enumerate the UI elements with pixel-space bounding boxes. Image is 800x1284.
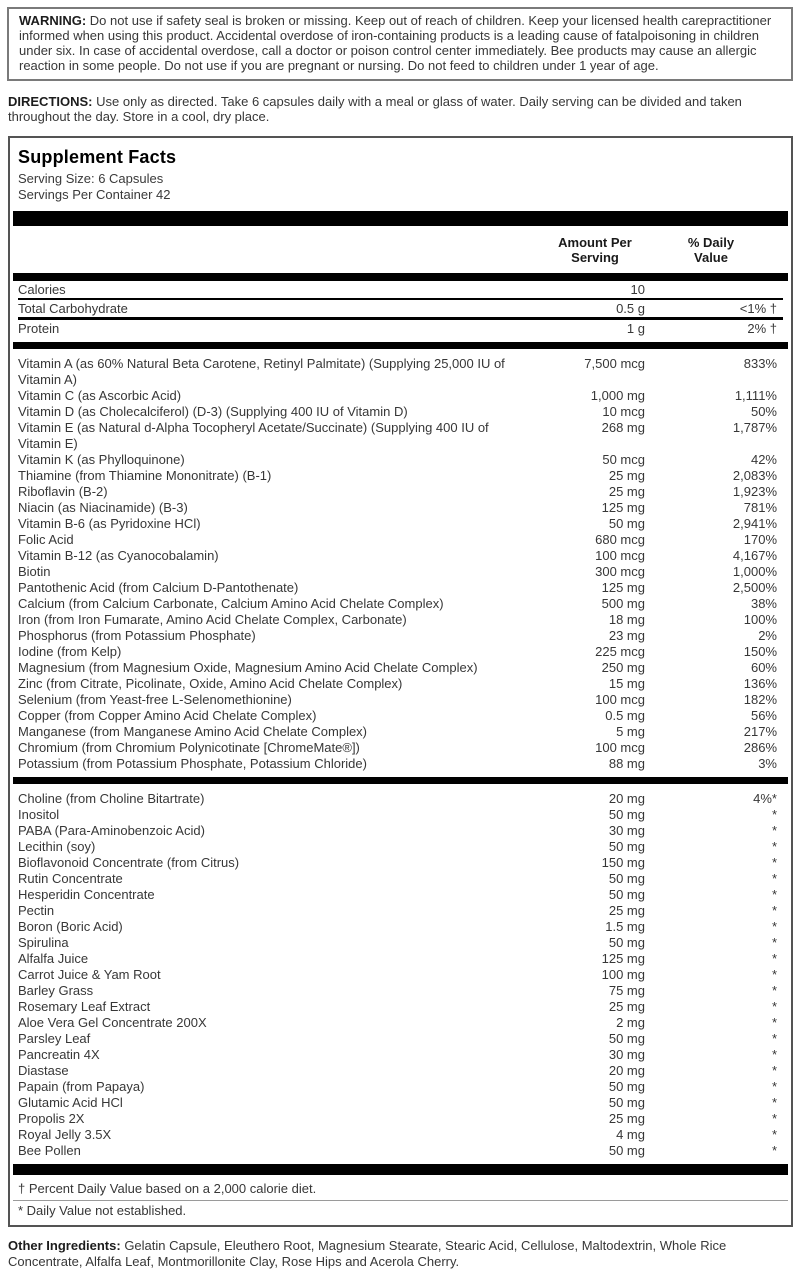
nutrient-amount: 150 mg: [601, 855, 645, 870]
nutrient-name: Protein: [18, 321, 60, 336]
nutrient-amount: 50 mg: [608, 516, 645, 531]
nutrient-amount: 268 mg: [601, 420, 645, 435]
nutrient-name: Propolis 2X: [18, 1111, 85, 1126]
nutrient-dv: 100%: [743, 612, 777, 627]
nutrient-amount: 50 mg: [608, 871, 645, 886]
nutrient-name: Choline (from Choline Bitartrate): [18, 791, 205, 806]
nutrient-name: Carrot Juice & Yam Root: [18, 967, 161, 982]
nutrient-dv: 38%: [750, 596, 777, 611]
table-row: [18, 596, 783, 612]
other-ingredients-label: Other Ingredients:: [8, 1238, 121, 1253]
warning-text: Do not use if safety seal is broken or missing. Keep out of reach of children. Keep your licensed health carepractitioner informed when using this product. Accidental overdose of iron-containing products is a leading cause of fatalpoisoning in children under six. In case of accidental overdose, call a doctor or poison control center immediately. Bee products may cause an allergic reaction in some people. Do not use if you are pregnant or nursing. Do not feed to children under 1 year of age.: [19, 13, 772, 73]
nutrient-dv: 182%: [743, 692, 777, 707]
supplement-facts-panel: [8, 136, 793, 1227]
nutrient-dv: *: [771, 871, 777, 886]
table-row: [18, 1143, 783, 1159]
nutrient-name: Phosphorus (from Potassium Phosphate): [18, 628, 256, 643]
nutrient-name: Bioflavonoid Concentrate (from Citrus): [18, 855, 240, 870]
bottom-divider: [13, 1164, 788, 1175]
nutrient-name: Rosemary Leaf Extract: [18, 999, 151, 1014]
nutrient-amount: 100 mcg: [595, 740, 645, 755]
footnote-asterisk: * Daily Value not established.: [18, 1203, 187, 1218]
nutrient-dv: *: [771, 903, 777, 918]
nutrient-dv: 286%: [743, 740, 777, 755]
nutrient-amount: 50 mcg: [602, 452, 645, 467]
nutrient-amount: 50 mg: [608, 1079, 645, 1094]
nutrient-amount: 50 mg: [608, 935, 645, 950]
nutrient-name: Pantothenic Acid (from Calcium D-Pantothenate): [18, 580, 299, 595]
table-row: [18, 756, 783, 772]
table-row: [18, 839, 783, 855]
nutrient-amount: 100 mcg: [595, 548, 645, 563]
nutrient-amount: 50 mg: [608, 1031, 645, 1046]
table-row: [18, 676, 783, 692]
directions-text: Use only as directed. Take 6 capsules daily with a meal or glass of water. Daily serving can be divided and taken throughout the day. Store in a cool, dry place.: [8, 94, 742, 124]
header-divider: [13, 273, 788, 281]
nutrient-amount: 50 mg: [608, 887, 645, 902]
nutrient-name: Chromium (from Chromium Polynicotinate [ChromeMate®]): [18, 740, 360, 755]
nutrient-dv: 2,083%: [732, 468, 777, 483]
nutrient-amount: 20 mg: [608, 1063, 645, 1078]
nutrient-name: Inositol: [18, 807, 60, 822]
nutrient-name: Pancreatin 4X: [18, 1047, 100, 1062]
nutrient-amount: 75 mg: [608, 983, 645, 998]
nutrient-name: Potassium (from Potassium Phosphate, Potassium Chloride): [18, 756, 367, 771]
nutrient-dv: 833%: [743, 356, 777, 371]
other-nutrients-section: [18, 791, 783, 1159]
nutrient-dv: *: [771, 1047, 777, 1062]
other-ingredients-paragraph: [8, 1238, 772, 1270]
nutrient-name: Lecithin (soy): [18, 839, 96, 854]
table-row: [18, 516, 783, 532]
serving-size: Serving Size: 6 Capsules: [18, 171, 164, 186]
nutrient-dv: *: [771, 919, 777, 934]
table-row: [18, 1095, 783, 1111]
table-row: [18, 1127, 783, 1143]
nutrient-name: Barley Grass: [18, 983, 94, 998]
vitamin-mineral-section: [18, 356, 783, 772]
section-divider-2: [13, 777, 788, 784]
nutrient-dv: *: [771, 967, 777, 982]
panel-title: Supplement Facts: [18, 147, 177, 167]
macro-rows-section: [18, 281, 783, 337]
nutrient-name: Biotin: [18, 564, 51, 579]
nutrient-dv: <1% †: [739, 301, 777, 316]
nutrient-dv: *: [771, 855, 777, 870]
nutrient-name: Vitamin B-6 (as Pyridoxine HCl): [18, 516, 201, 531]
nutrient-amount: 1 g: [626, 321, 645, 336]
table-row: [18, 644, 783, 660]
table-row: [18, 452, 783, 468]
nutrient-amount: 250 mg: [601, 660, 645, 675]
nutrient-dv: *: [771, 1095, 777, 1110]
nutrient-amount: 680 mcg: [595, 532, 645, 547]
nutrient-dv: 4%*: [753, 791, 777, 806]
nutrient-name: Hesperidin Concentrate: [18, 887, 155, 902]
table-row: [18, 724, 783, 740]
nutrient-dv: *: [771, 935, 777, 950]
table-header-row: [18, 226, 783, 273]
nutrient-amount: 100 mcg: [595, 692, 645, 707]
nutrient-name: Aloe Vera Gel Concentrate 200X: [18, 1015, 207, 1030]
nutrient-dv: 2%: [758, 628, 777, 643]
table-row: [18, 1111, 783, 1127]
nutrient-name: Alfalfa Juice: [18, 951, 89, 966]
nutrient-name: Vitamin B-12 (as Cyanocobalamin): [18, 548, 219, 563]
nutrient-amount: 100 mg: [601, 967, 645, 982]
nutrient-amount: 5 mg: [616, 724, 645, 739]
nutrient-amount: 2 mg: [616, 1015, 645, 1030]
nutrient-amount: 10: [630, 282, 645, 297]
nutrient-name: PABA (Para-Aminobenzoic Acid): [18, 823, 205, 838]
table-row: [18, 823, 783, 839]
table-row: [18, 404, 783, 420]
nutrient-amount: 50 mg: [608, 1143, 645, 1158]
thick-divider-top: [13, 211, 788, 226]
nutrient-dv: *: [771, 839, 777, 854]
nutrient-name: Copper (from Copper Amino Acid Chelate Complex): [18, 708, 317, 723]
nutrient-amount: 25 mg: [608, 484, 645, 499]
nutrient-name: Iron (from Iron Fumarate, Amino Acid Chelate Complex, Carbonate): [18, 612, 407, 627]
nutrient-amount: 23 mg: [608, 628, 645, 643]
table-row: [18, 468, 783, 484]
nutrient-dv: 781%: [743, 500, 777, 515]
nutrient-dv: *: [771, 1063, 777, 1078]
table-row: [18, 532, 783, 548]
nutrient-name: Thiamine (from Thiamine Mononitrate) (B-1): [18, 468, 272, 483]
nutrient-amount: 1.5 mg: [605, 919, 645, 934]
nutrient-name: Vitamin C (as Ascorbic Acid): [18, 388, 182, 403]
table-row: [18, 1031, 783, 1047]
nutrient-name: Iodine (from Kelp): [18, 644, 122, 659]
table-row: [18, 388, 783, 404]
directions-paragraph: [8, 94, 790, 124]
nutrient-name: Royal Jelly 3.5X: [18, 1127, 112, 1142]
nutrient-dv: *: [771, 887, 777, 902]
nutrient-amount: 300 mcg: [595, 564, 645, 579]
nutrient-name: Rutin Concentrate: [18, 871, 123, 886]
nutrient-dv: *: [771, 1079, 777, 1094]
nutrient-dv: 60%: [750, 660, 777, 675]
table-row: [18, 612, 783, 628]
table-row: [18, 420, 783, 452]
warning-paragraph: [19, 13, 781, 73]
nutrient-dv: 4,167%: [732, 548, 777, 563]
nutrient-amount: 25 mg: [608, 1111, 645, 1126]
table-row: [18, 951, 783, 967]
nutrient-name: Glutamic Acid HCl: [18, 1095, 123, 1110]
nutrient-name: Vitamin E (as Natural d-Alpha Tocopheryl Acetate/Succinate) (Supplying 400 IU of Vitamin E): [18, 420, 489, 451]
nutrient-amount: 4 mg: [616, 1127, 645, 1142]
nutrient-amount: 0.5 g: [616, 301, 645, 316]
nutrient-name: Pectin: [18, 903, 55, 918]
nutrient-dv: 217%: [743, 724, 777, 739]
nutrient-amount: 500 mg: [601, 596, 645, 611]
nutrient-dv: 136%: [743, 676, 777, 691]
table-row: [18, 983, 783, 999]
table-row: [18, 660, 783, 676]
table-row: [18, 807, 783, 823]
footnote-dagger: † Percent Daily Value based on a 2,000 calorie diet.: [13, 1181, 788, 1201]
table-row: [18, 281, 783, 300]
nutrient-dv: *: [771, 1111, 777, 1126]
nutrient-amount: 125 mg: [601, 580, 645, 595]
table-row: [18, 871, 783, 887]
nutrient-dv: *: [771, 983, 777, 998]
nutrient-name: Vitamin A (as 60% Natural Beta Carotene, Retinyl Palmitate) (Supplying 25,000 IU of Vitamin A): [18, 356, 505, 387]
amount-column-header: Amount Per Serving: [558, 235, 632, 265]
nutrient-amount: 10 mcg: [602, 404, 645, 419]
nutrient-name: Zinc (from Citrate, Picolinate, Oxide, Amino Acid Chelate Complex): [18, 676, 403, 691]
table-row: [18, 580, 783, 596]
nutrient-name: Magnesium (from Magnesium Oxide, Magnesium Amino Acid Chelate Complex): [18, 660, 478, 675]
nutrient-amount: 25 mg: [608, 999, 645, 1014]
nutrient-amount: 20 mg: [608, 791, 645, 806]
nutrient-amount: 50 mg: [608, 1095, 645, 1110]
nutrient-name: Calcium (from Calcium Carbonate, Calcium Amino Acid Chelate Complex): [18, 596, 444, 611]
table-row: [18, 919, 783, 935]
nutrient-amount: 18 mg: [608, 612, 645, 627]
nutrient-dv: *: [771, 1031, 777, 1046]
dv-column-header: % Daily Value: [687, 235, 735, 265]
servings-per-container: Servings Per Container 42: [18, 187, 171, 202]
table-row: [18, 564, 783, 580]
warning-label: WARNING:: [19, 13, 87, 28]
nutrient-amount: 25 mg: [608, 468, 645, 483]
nutrient-amount: 30 mg: [608, 1047, 645, 1062]
nutrient-name: Manganese (from Manganese Amino Acid Chelate Complex): [18, 724, 368, 739]
nutrient-name: Diastase: [18, 1063, 69, 1078]
nutrient-amount: 0.5 mg: [605, 708, 645, 723]
nutrient-dv: 2% †: [747, 321, 777, 336]
table-row: [18, 967, 783, 983]
nutrient-dv: 1,111%: [734, 388, 777, 403]
nutrient-name: Riboflavin (B-2): [18, 484, 108, 499]
nutrient-name: Folic Acid: [18, 532, 74, 547]
nutrient-dv: *: [771, 951, 777, 966]
nutrient-amount: 15 mg: [608, 676, 645, 691]
table-row: [18, 1015, 783, 1031]
nutrient-dv: *: [771, 823, 777, 838]
table-row: [18, 887, 783, 903]
table-row: [18, 999, 783, 1015]
nutrient-name: Bee Pollen: [18, 1143, 81, 1158]
table-row: [18, 855, 783, 871]
table-row: [18, 484, 783, 500]
nutrient-dv: *: [771, 807, 777, 822]
section-divider-1: [13, 342, 788, 349]
nutrient-dv: 2,500%: [732, 580, 777, 595]
table-row: [18, 356, 783, 388]
nutrient-amount: 30 mg: [608, 823, 645, 838]
table-row: [18, 791, 783, 807]
directions-label: DIRECTIONS:: [8, 94, 93, 109]
nutrient-dv: *: [771, 999, 777, 1014]
nutrient-name: Boron (Boric Acid): [18, 919, 123, 934]
nutrient-amount: 1,000 mg: [590, 388, 645, 403]
footnotes: [18, 1181, 783, 1219]
nutrient-name: Vitamin D (as Cholecalciferol) (D-3) (Supplying 400 IU of Vitamin D): [18, 404, 408, 419]
nutrient-amount: 7,500 mcg: [584, 356, 645, 371]
table-row: [18, 903, 783, 919]
other-ingredients-text: Gelatin Capsule, Eleuthero Root, Magnesium Stearate, Stearic Acid, Cellulose, Maltodextrin, Whole Rice Concentrate, Alfalfa Leaf, Montmorillonite Clay, Rose Hips and Acerola Cherry.: [8, 1238, 727, 1269]
table-row: [18, 500, 783, 516]
table-row: [18, 548, 783, 564]
nutrient-dv: 150%: [743, 644, 777, 659]
nutrient-name: Niacin (as Niacinamide) (B-3): [18, 500, 188, 515]
nutrient-dv: 3%: [758, 756, 777, 771]
nutrient-name: Calories: [18, 282, 66, 297]
nutrient-name: Selenium (from Yeast-free L-Selenomethionine): [18, 692, 292, 707]
table-row: [18, 1079, 783, 1095]
nutrient-dv: 56%: [750, 708, 777, 723]
nutrient-amount: 50 mg: [608, 807, 645, 822]
table-row: [18, 1047, 783, 1063]
nutrient-dv: 1,923%: [732, 484, 777, 499]
table-row: [18, 692, 783, 708]
table-row: [18, 708, 783, 724]
nutrient-dv: 1,000%: [732, 564, 777, 579]
nutrient-dv: 50%: [750, 404, 777, 419]
nutrient-amount: 88 mg: [608, 756, 645, 771]
nutrient-dv: *: [771, 1127, 777, 1142]
table-row: [18, 320, 783, 337]
nutrient-name: Papain (from Papaya): [18, 1079, 145, 1094]
nutrient-dv: *: [771, 1143, 777, 1158]
nutrient-dv: 42%: [750, 452, 777, 467]
nutrient-amount: 50 mg: [608, 839, 645, 854]
nutrient-amount: 125 mg: [601, 951, 645, 966]
nutrient-dv: *: [771, 1015, 777, 1030]
nutrient-dv: 2,941%: [732, 516, 777, 531]
warning-box: [7, 7, 793, 81]
nutrient-name: Total Carbohydrate: [18, 301, 128, 316]
nutrient-name: Vitamin K (as Phylloquinone): [18, 452, 185, 467]
nutrient-amount: 25 mg: [608, 903, 645, 918]
table-row: [18, 740, 783, 756]
nutrient-dv: 170%: [743, 532, 777, 547]
table-row: [18, 1063, 783, 1079]
table-row: [18, 628, 783, 644]
nutrient-name: Spirulina: [18, 935, 69, 950]
nutrient-amount: 125 mg: [601, 500, 645, 515]
table-row: [18, 300, 783, 320]
nutrient-amount: 225 mcg: [595, 644, 645, 659]
nutrient-dv: 1,787%: [732, 420, 777, 435]
table-row: [18, 935, 783, 951]
nutrient-name: Parsley Leaf: [18, 1031, 91, 1046]
